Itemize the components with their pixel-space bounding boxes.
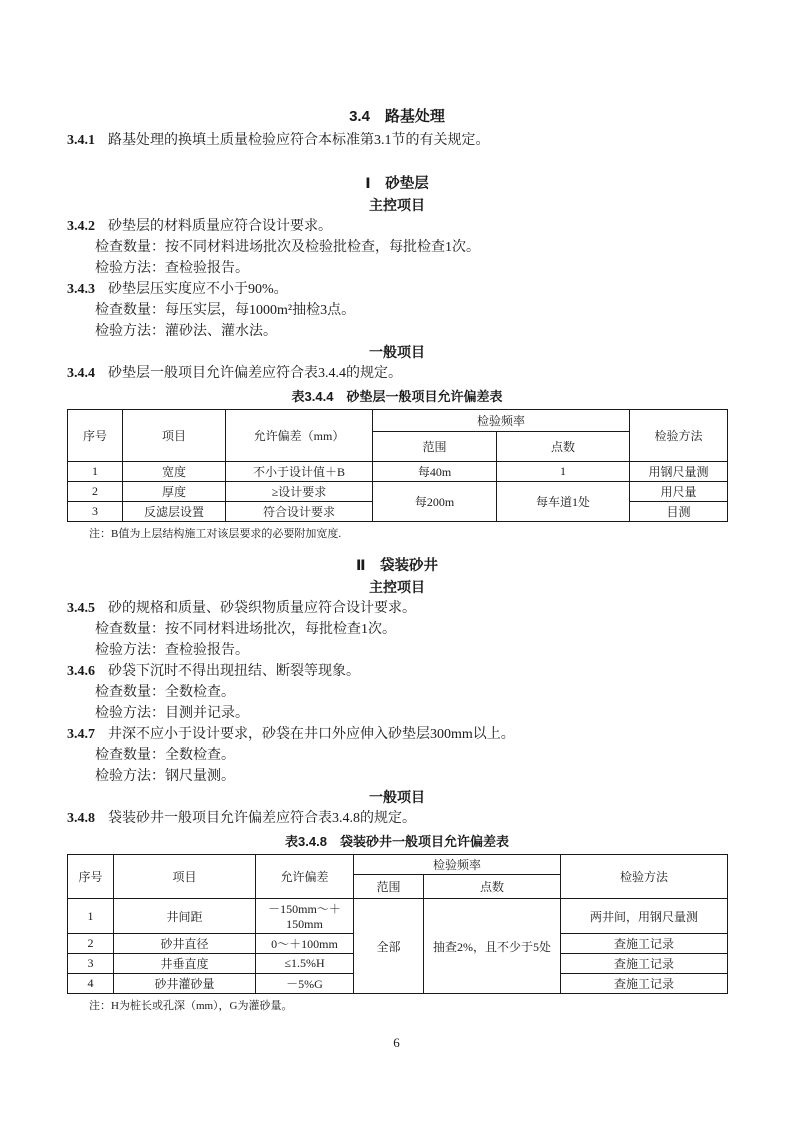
cell-deviation: ≥设计要求 <box>226 482 373 502</box>
cell-item: 砂井灌砂量 <box>114 974 256 994</box>
cell-method: 用尺量 <box>630 482 728 502</box>
cell-no: 1 <box>68 899 114 934</box>
subsection-heading-bagged-sand-well: Ⅱ 袋装砂井 <box>355 558 439 574</box>
cell-deviation: 0～＋100mm <box>256 934 354 954</box>
cell-method: 目测 <box>630 502 728 522</box>
clause-3-4-1-number: 3.4.1 <box>67 133 95 148</box>
table-header-row <box>68 855 728 875</box>
cell-method: 查施工记录 <box>561 954 728 974</box>
clause-3-4-6-method: 检验方法：目测并记录。 <box>95 706 249 721</box>
cell-range: 全部 <box>354 899 424 994</box>
cell-method: 查施工记录 <box>561 934 728 954</box>
page-content <box>67 106 727 1014</box>
clause-3-4-3-quantity: 检查数量：每压实层，每1000m²抽检3点。 <box>95 303 356 318</box>
table-row <box>68 899 728 934</box>
clause-3-4-3-number: 3.4.3 <box>67 282 95 297</box>
cell-item: 厚度 <box>123 482 226 502</box>
clause-3-4-6-text: 砂袋下沉时不得出现扭结、断裂等现象。 <box>108 664 360 679</box>
cell-range: 每40m <box>373 462 497 482</box>
clause-3-4-5-number: 3.4.5 <box>67 601 95 616</box>
cell-deviation: －150mm～＋150mm <box>256 899 354 934</box>
header-cell-method: 检验方法 <box>630 410 728 462</box>
cell-no: 2 <box>68 934 114 954</box>
clause-3-4-3 <box>67 279 727 300</box>
clause-3-4-3-method: 检验方法：灌砂法、灌水法。 <box>95 324 277 339</box>
clause-3-4-5-text: 砂的规格和质量、砂袋织物质量应符合设计要求。 <box>108 601 416 616</box>
cell-no: 3 <box>68 954 114 974</box>
header-cell-points: 点数 <box>497 432 630 462</box>
cell-points: 1 <box>497 462 630 482</box>
clause-3-4-5-method: 检验方法：查检验报告。 <box>95 643 249 658</box>
clause-3-4-7-quantity: 检查数量：全数检查。 <box>95 748 235 763</box>
clause-3-4-2-number: 3.4.2 <box>67 219 95 234</box>
clause-3-4-3-text: 砂垫层压实度应不小于90%。 <box>108 282 288 297</box>
general-items-heading-1: 一般项目 <box>369 344 425 360</box>
clause-3-4-7-text: 井深不应小于设计要求，砂袋在井口外应伸入砂垫层300mm以上。 <box>108 727 515 742</box>
header-cell-frequency: 检验频率 <box>373 410 630 432</box>
clause-3-4-4-number: 3.4.4 <box>67 366 95 381</box>
header-cell-no: 序号 <box>68 855 114 899</box>
clause-3-4-4-text: 砂垫层一般项目允许偏差应符合表3.4.4的规定。 <box>108 366 402 381</box>
cell-item: 砂井直径 <box>114 934 256 954</box>
section-title: 3.4 路基处理 <box>349 108 445 125</box>
cell-range: 每200m <box>373 482 497 522</box>
clause-3-4-7-number: 3.4.7 <box>67 727 95 742</box>
header-cell-points: 点数 <box>424 875 561 899</box>
table-3-4-8 <box>67 854 728 994</box>
header-cell-no: 序号 <box>68 410 123 462</box>
clause-3-4-5-quantity: 检查数量：按不同材料进场批次，每批检查1次。 <box>95 622 396 637</box>
clause-3-4-2 <box>67 216 727 237</box>
table-row <box>68 482 728 502</box>
cell-deviation: ≤1.5%H <box>256 954 354 974</box>
clause-3-4-2-method: 检验方法：查检验报告。 <box>95 261 249 276</box>
table-3-4-4-caption: 表3.4.4 砂垫层一般项目允许偏差表 <box>291 389 503 404</box>
header-cell-range: 范围 <box>354 875 424 899</box>
cell-item: 井垂直度 <box>114 954 256 974</box>
cell-points: 每车道1处 <box>497 482 630 522</box>
main-control-items-heading-1: 主控项目 <box>369 197 425 213</box>
clause-3-4-6-quantity: 检查数量：全数检查。 <box>95 685 235 700</box>
clause-3-4-5 <box>67 598 727 619</box>
clause-3-4-8-number: 3.4.8 <box>67 811 95 826</box>
cell-deviation: 符合设计要求 <box>226 502 373 522</box>
clause-3-4-4 <box>67 363 727 384</box>
table-header-row <box>68 410 728 432</box>
cell-no: 3 <box>68 502 123 522</box>
cell-points: 抽查2%，且不少于5处 <box>424 899 561 994</box>
clause-3-4-1 <box>67 130 727 151</box>
cell-no: 2 <box>68 482 123 502</box>
header-cell-item: 项目 <box>114 855 256 899</box>
table-row <box>68 462 728 482</box>
table-3-4-4-note: 注：B值为上层结构施工对该层要求的必要附加宽度. <box>89 528 342 540</box>
table-3-4-4 <box>67 409 728 522</box>
header-cell-frequency: 检验频率 <box>354 855 561 875</box>
cell-deviation: 不小于设计值＋B <box>226 462 373 482</box>
cell-item: 反滤层设置 <box>123 502 226 522</box>
cell-no: 1 <box>68 462 123 482</box>
clause-3-4-2-text: 砂垫层的材料质量应符合设计要求。 <box>108 219 332 234</box>
cell-method: 查施工记录 <box>561 974 728 994</box>
clause-3-4-6-number: 3.4.6 <box>67 664 95 679</box>
cell-item: 宽度 <box>123 462 226 482</box>
cell-method: 两井间，用钢尺量测 <box>561 899 728 934</box>
table-3-4-8-caption: 表3.4.8 袋装砂井一般项目允许偏差表 <box>285 834 509 849</box>
header-cell-deviation: 允许偏差 <box>256 855 354 899</box>
header-cell-method: 检验方法 <box>561 855 728 899</box>
cell-deviation: －5%G <box>256 974 354 994</box>
clause-3-4-1-text: 路基处理的换填土质量检验应符合本标准第3.1节的有关规定。 <box>108 133 490 148</box>
cell-no: 4 <box>68 974 114 994</box>
main-control-items-heading-2: 主控项目 <box>369 579 425 595</box>
cell-method: 用钢尺量测 <box>630 462 728 482</box>
table-3-4-8-note: 注：H为桩长或孔深（mm），G为灌砂量。 <box>89 1000 293 1012</box>
header-cell-range: 范围 <box>373 432 497 462</box>
subsection-heading-sand-cushion: Ⅰ 砂垫层 <box>365 176 429 192</box>
header-cell-item: 项目 <box>123 410 226 462</box>
clause-3-4-8 <box>67 808 727 829</box>
general-items-heading-2: 一般项目 <box>369 789 425 805</box>
clause-3-4-8-text: 袋装砂井一般项目允许偏差应符合表3.4.8的规定。 <box>108 811 416 826</box>
clause-3-4-6 <box>67 661 727 682</box>
page-number: 6 <box>393 1035 400 1050</box>
clause-3-4-7-method: 检验方法：钢尺量测。 <box>95 769 235 784</box>
clause-3-4-7 <box>67 724 727 745</box>
cell-item: 井间距 <box>114 899 256 934</box>
clause-3-4-2-quantity: 检查数量：按不同材料进场批次及检验批检查，每批检查1次。 <box>95 240 480 255</box>
header-cell-deviation: 允许偏差（mm） <box>226 410 373 462</box>
